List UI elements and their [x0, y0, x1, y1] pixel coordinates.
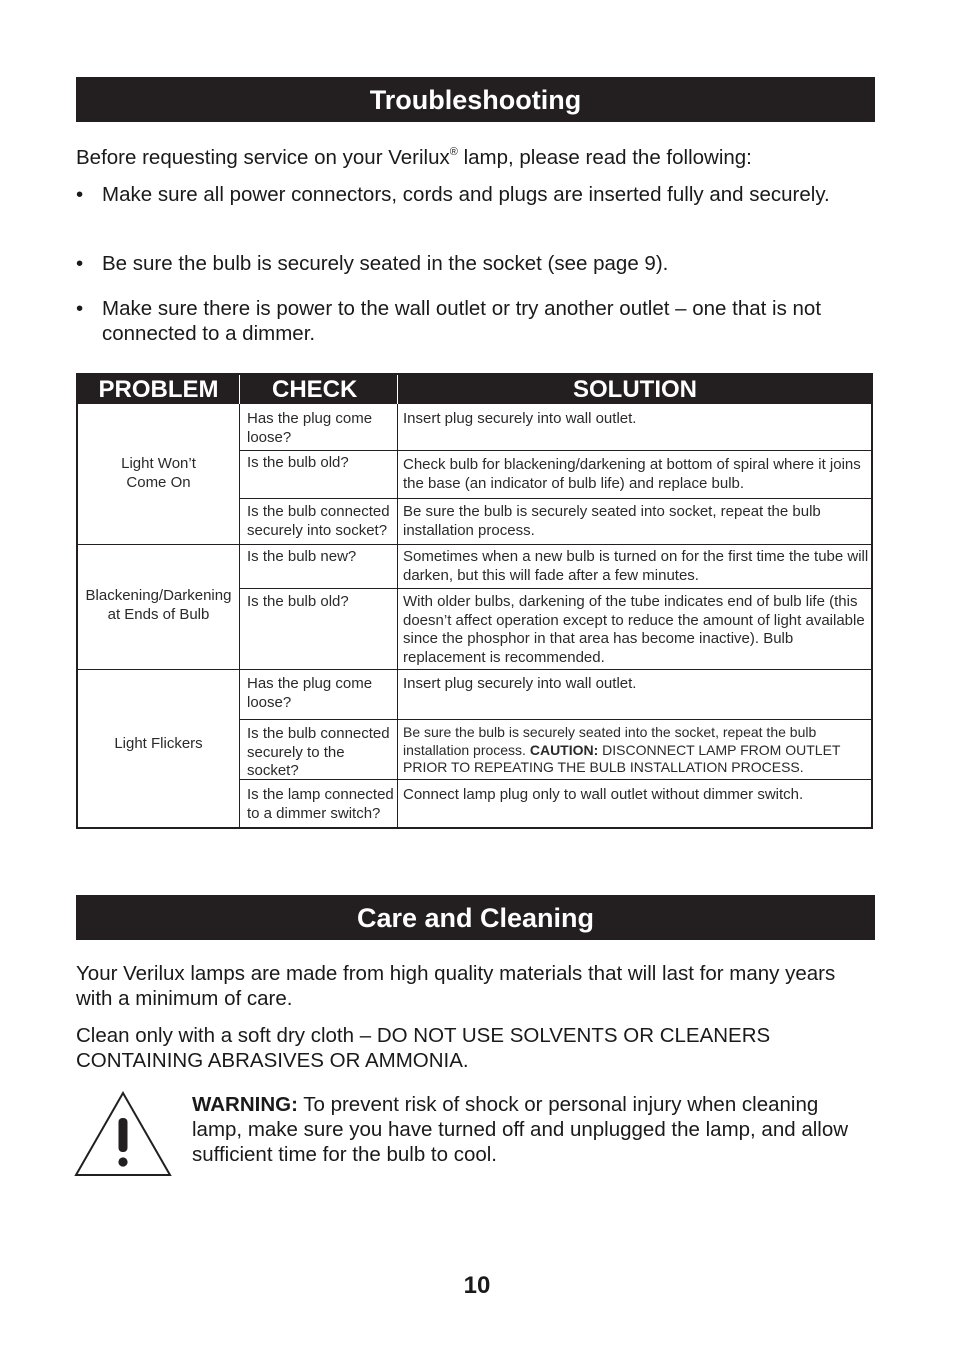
table-header-check: CHECK	[239, 375, 397, 404]
check-cell: Is the bulb new?	[247, 548, 357, 565]
bullet-dot: •	[76, 297, 84, 320]
bullet-text: Make sure all power connectors, cords and plugs are inserted fully and securely.	[102, 183, 830, 206]
care-paragraph: Clean only with a soft dry cloth – DO NOT USE SOLVENTS OR CLEANERS CONTAINING ABRASIVES OR AMMONIA.	[76, 1024, 771, 1072]
solution-cell: Insert plug securely into wall outlet.	[403, 675, 637, 692]
row-divider	[239, 498, 873, 499]
caution-label: CAUTION:	[529, 741, 599, 758]
check-cell: Is the bulb connected securely into socket?	[247, 503, 390, 539]
table-header-solution: SOLUTION	[397, 375, 873, 404]
warning-text	[192, 1092, 872, 1167]
solution-cell: With older bulbs, darkening of the tube indicates end of bulb life (this doesn’t affect operation except to reduce the amount of light available since the phosphor in that area has become inactive). Bulb replacement is recommended.	[403, 593, 865, 666]
bullet-text: Make sure there is power to the wall outlet or try another outlet – one that is not connected to a dimmer.	[102, 297, 822, 345]
group-divider	[78, 544, 873, 545]
problem-line: Light Won’t	[121, 455, 196, 472]
solution-cell: Insert plug securely into wall outlet.	[403, 410, 637, 427]
intro-before: Before requesting service on your Verilux	[76, 146, 450, 169]
solution-cell	[403, 724, 873, 777]
header-divider	[239, 375, 240, 404]
intro-after: lamp, please read the following:	[457, 146, 752, 169]
problem-cell	[78, 587, 239, 624]
bullet-text: Be sure the bulb is securely seated in the socket (see page 9).	[102, 252, 669, 275]
troubleshooting-table	[76, 373, 873, 829]
problem-line: Come On	[126, 473, 191, 491]
table-header-problem: PROBLEM	[78, 375, 239, 404]
registered-mark: ®	[449, 146, 458, 158]
solution-cell: Connect lamp plug only to wall outlet without dimmer switch.	[403, 786, 804, 803]
warning-body: To prevent risk of shock or personal injury when cleaning lamp, make sure you have turned off and unplugged the lamp, and allow sufficient time for the bulb to cool.	[192, 1093, 849, 1166]
solution-cell: Sometimes when a new bulb is turned on for the first time the tube will darken, but this will fade after a few minutes.	[403, 548, 869, 584]
check-cell: Is the bulb connected securely to the socket?	[247, 725, 390, 779]
check-cell: Is the bulb old?	[247, 593, 349, 610]
row-divider	[239, 450, 873, 451]
row-divider	[239, 719, 873, 720]
column-divider	[397, 404, 398, 829]
care-heading: Care and Cleaning	[76, 895, 875, 940]
warning-triangle-icon	[73, 1090, 173, 1178]
check-cell: Has the plug come loose?	[247, 675, 373, 711]
header-divider	[397, 375, 398, 404]
check-cell: Is the bulb old?	[247, 454, 349, 471]
problem-line: Light Flickers	[114, 735, 203, 752]
solution-cell: Be sure the bulb is securely seated into socket, repeat the bulb installation process.	[403, 503, 821, 539]
page-number: 10	[463, 1272, 491, 1299]
troubleshooting-intro	[76, 145, 876, 170]
problem-line: at Ends of Bulb	[107, 605, 210, 623]
bullet-dot: •	[76, 183, 84, 206]
column-divider	[239, 404, 240, 829]
care-paragraph: Your Verilux lamps are made from high quality materials that will last for many years with a minimum of care.	[76, 962, 836, 1010]
solution-text: DISCONNECT LAMP FROM OUTLET PRIOR TO REPEATING THE BULB INSTALLATION PROCESS.	[403, 741, 841, 775]
problem-cell	[78, 735, 239, 754]
check-cell: Is the lamp connected to a dimmer switch?	[247, 786, 394, 822]
solution-text: Be sure the bulb is securely seated into the socket, repeat the bulb installation process.	[403, 724, 817, 758]
group-divider	[78, 669, 873, 670]
problem-line: Blackening/Darkening	[85, 587, 232, 604]
problem-cell	[78, 455, 239, 492]
row-divider	[239, 588, 873, 589]
check-cell: Has the plug come loose?	[247, 410, 373, 446]
warning-label: WARNING:	[192, 1093, 298, 1116]
solution-cell: Check bulb for blackening/darkening at bottom of spiral where it joins the base (an indicator of bulb life) and replace bulb.	[403, 456, 861, 492]
bullet-dot: •	[76, 252, 84, 275]
troubleshooting-heading: Troubleshooting	[76, 77, 875, 122]
